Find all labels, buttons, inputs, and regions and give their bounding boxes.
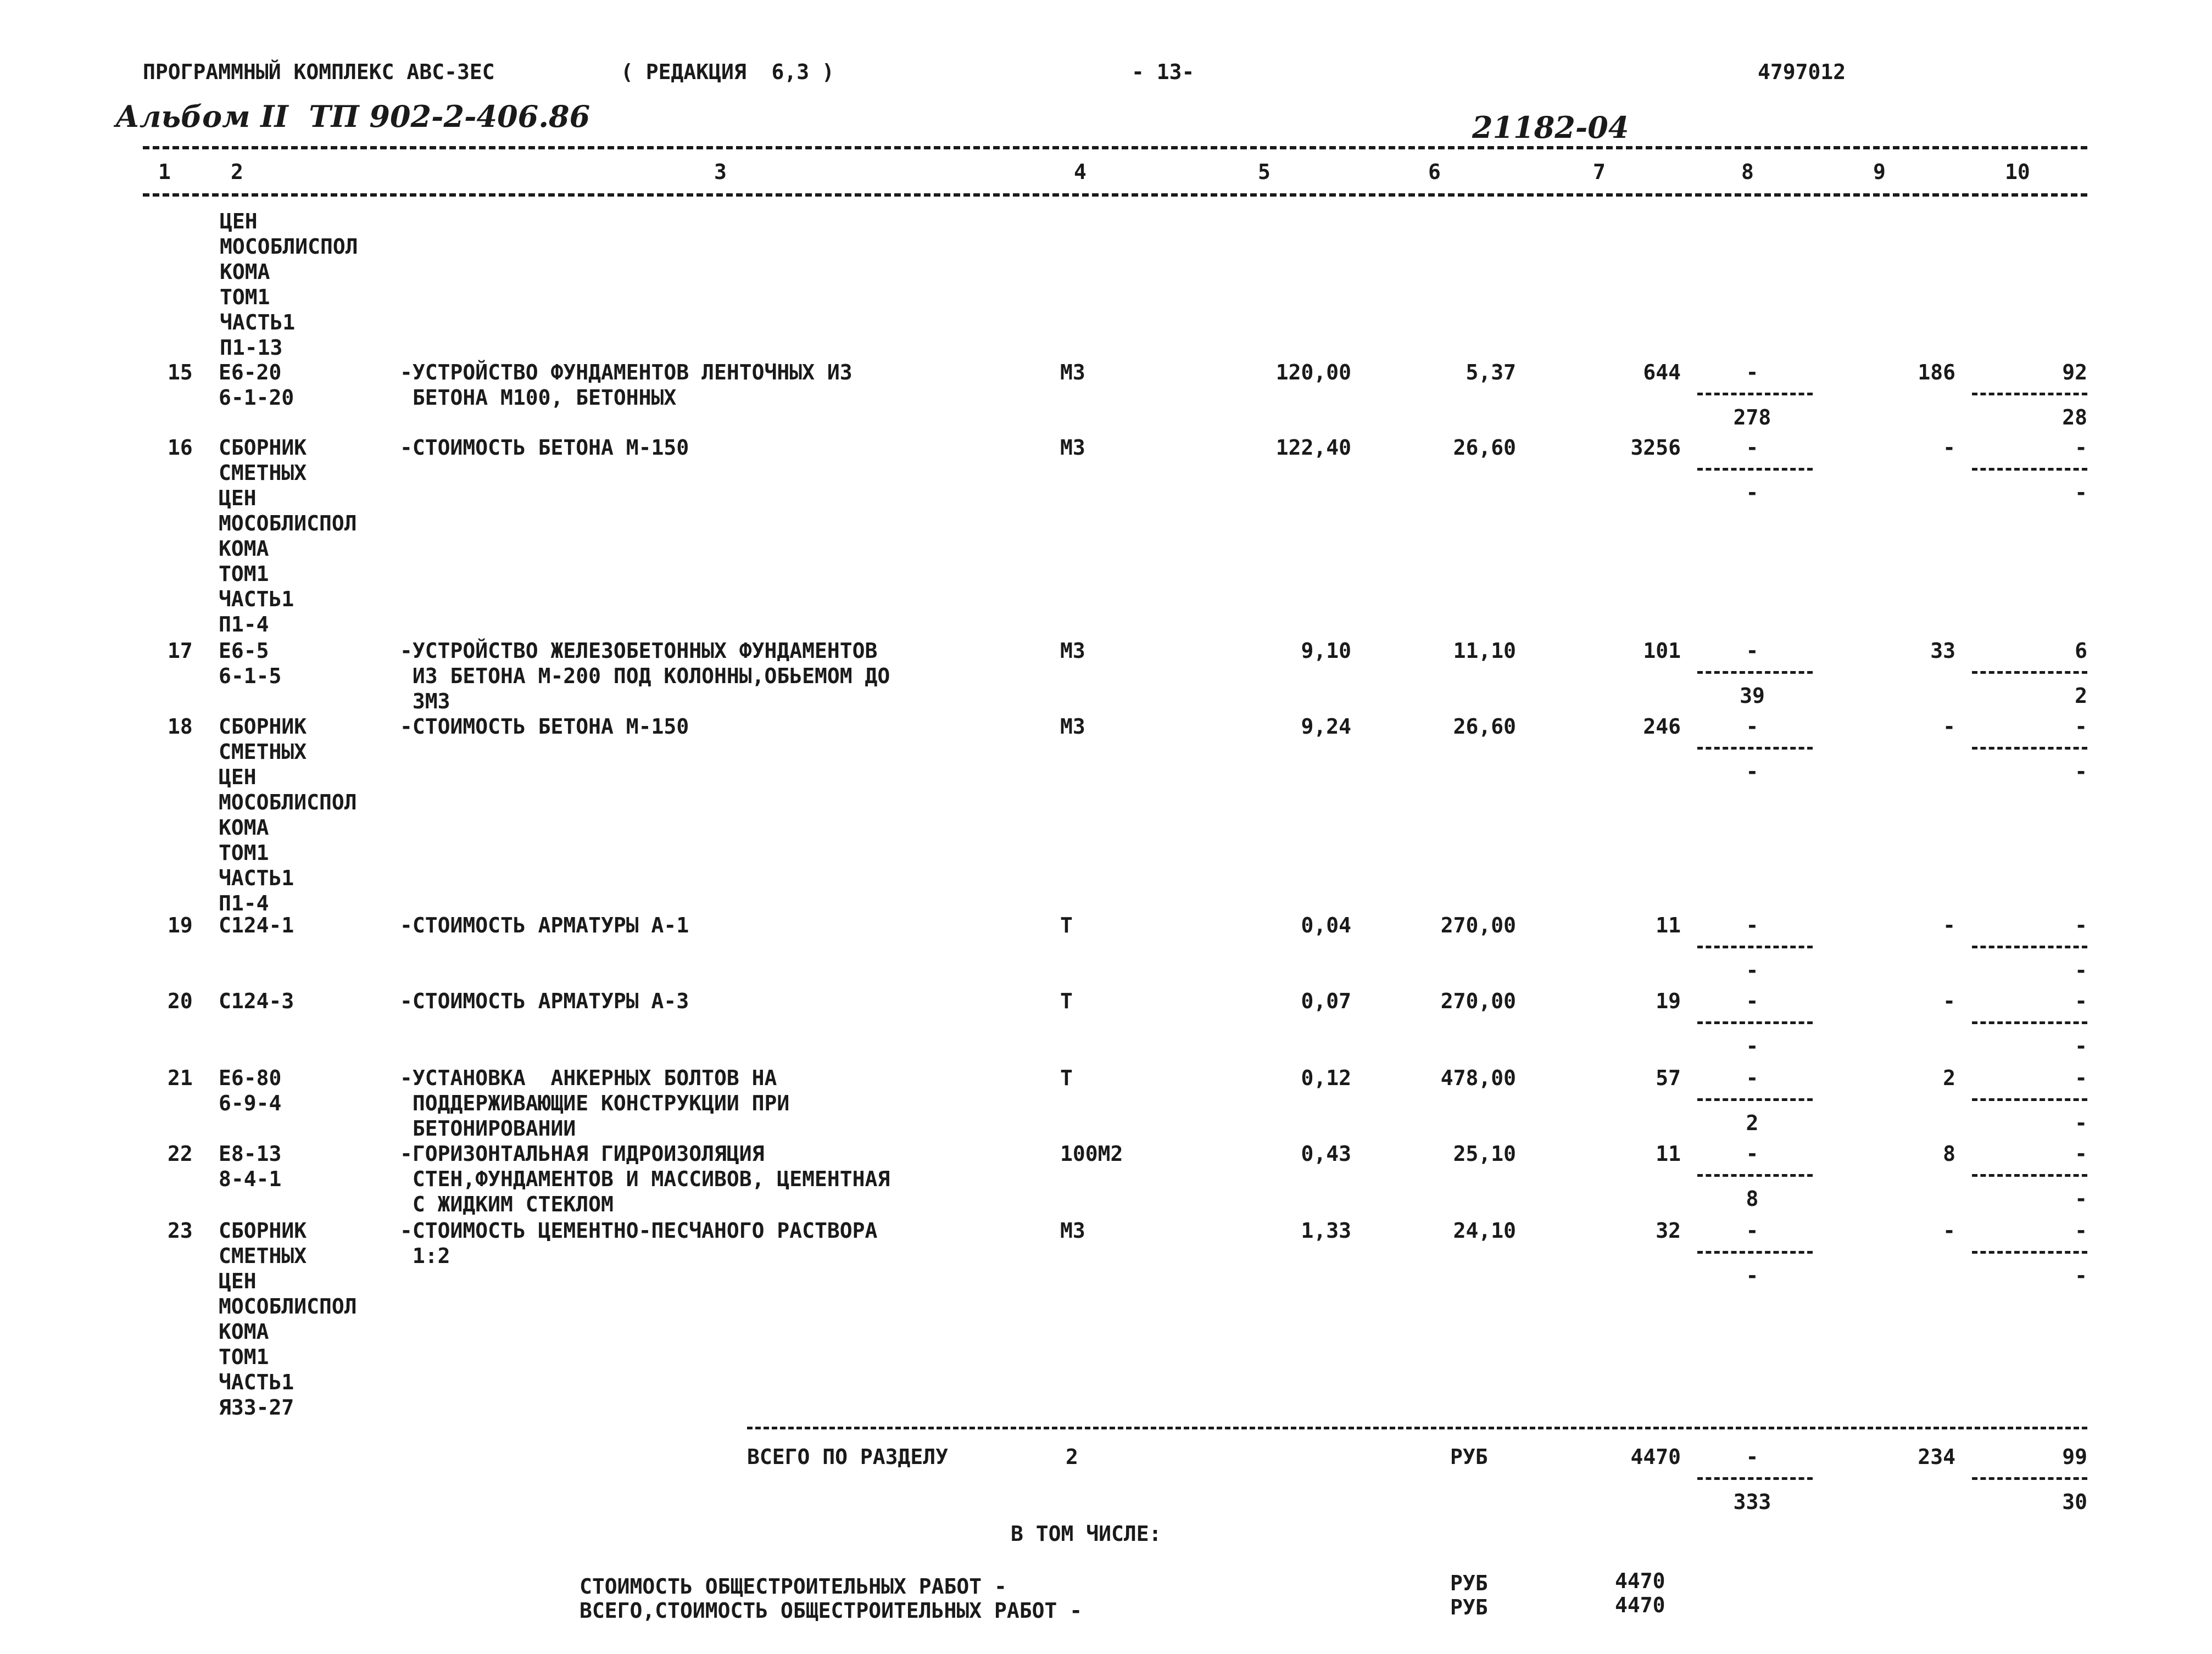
continuation-line: П1-13 [220,336,283,360]
row-code-line: 6-1-20 [219,385,294,410]
row-c8-top: - [1746,1066,1759,1090]
row-description-line: -УСТРОЙСТВО ФУНДАМЕНТОВ ЛЕНТОЧНЫХ ИЗ [400,360,853,384]
row-c8-top: - [1746,360,1759,384]
row-code-line: КОМА [219,815,269,840]
row-c9: 8 [1943,1142,1955,1166]
row-code-line: С124-1 [219,913,294,937]
row-c8-divider [1697,1251,1813,1254]
header-rule-top [143,146,2087,149]
summary-total: 4470 [1630,1445,1681,1469]
row-number: 22 [168,1142,193,1166]
row-c9: 33 [1930,639,1955,663]
row-price: 5,37 [1466,360,1516,384]
row-c10-divider [1972,1251,2087,1254]
row-c10-bottom: - [2075,1111,2087,1135]
row-code-line: Е6-20 [219,360,282,384]
row-code-line: Е6-80 [219,1066,282,1090]
row-c10-divider [1972,946,2087,948]
row-description-line: -СТОИМОСТЬ АРМАТУРЫ А-3 [400,989,689,1013]
row-description-line: -СТОИМОСТЬ АРМАТУРЫ А-1 [400,913,689,937]
row-c10-top: - [2075,435,2087,460]
row-c10-top: 92 [2062,360,2087,384]
row-c10-divider [1972,393,2087,395]
row-code-line: СБОРНИК [219,1219,307,1243]
row-c10-divider [1972,1098,2087,1101]
row-code-line: КОМА [219,537,269,561]
row-unit: М3 [1060,435,1085,460]
continuation-line: ТОМ1 [220,285,270,309]
row-total: 19 [1656,989,1681,1013]
row-quantity: 0,07 [1301,989,1351,1013]
row-c8-bottom: 2 [1746,1111,1759,1135]
row-c10-top: - [2075,1219,2087,1243]
row-c10-bottom: - [2075,1187,2087,1211]
row-code-line: П1-4 [219,612,269,636]
row-c9: - [1943,435,1955,460]
row-c8-top: - [1746,989,1759,1013]
summary-label: ВСЕГО ПО РАЗДЕЛУ [747,1445,949,1469]
row-c8-divider [1697,393,1813,395]
row-total: 32 [1656,1219,1681,1243]
row-code-line: КОМА [219,1320,269,1344]
page-number: - 13- [1132,60,1195,84]
row-unit: М3 [1060,639,1085,663]
continuation-line: МОСОБЛИСПОЛ [220,234,358,259]
row-code-line: ТОМ1 [219,562,269,586]
row-c8-top: - [1746,639,1759,663]
column-header-7: 7 [1593,160,1606,184]
row-total: 11 [1656,913,1681,937]
summary-line-1-value: 4470 [1615,1569,1665,1593]
row-c8-bottom: 39 [1740,684,1765,708]
row-total: 644 [1643,360,1681,384]
row-total: 101 [1643,639,1681,663]
including-label: В ТОМ ЧИСЛЕ: [1011,1522,1162,1546]
row-number: 17 [168,639,193,663]
program-name: ПРОГРАММНЫЙ КОМПЛЕКС АВС-3ЕС [143,60,495,84]
row-number: 16 [168,435,193,460]
summary-c9: 234 [1918,1445,1955,1469]
row-c10-divider [1972,747,2087,750]
row-description-line: -УСТАНОВКА АНКЕРНЫХ БОЛТОВ НА [400,1066,777,1090]
row-quantity: 9,10 [1301,639,1351,663]
row-code-line: Е6-5 [219,639,269,663]
row-number: 15 [168,360,193,384]
row-description-line: -СТОИМОСТЬ БЕТОНА М-150 [400,435,689,460]
row-code-line: СМЕТНЫХ [219,740,307,764]
row-c10-divider [1972,1174,2087,1177]
column-header-10: 10 [2005,160,2030,184]
row-c10-top: - [2075,1142,2087,1166]
row-code-line: ЦЕН [219,1269,257,1293]
row-price: 478,00 [1440,1066,1516,1090]
row-code-line: МОСОБЛИСПОЛ [219,511,357,535]
row-c8-divider [1697,747,1813,750]
row-price: 11,10 [1453,639,1516,663]
row-code-line: СМЕТНЫХ [219,1244,307,1268]
row-c8-top: - [1746,714,1759,739]
row-c8-top: - [1746,913,1759,937]
row-c9: 186 [1918,360,1955,384]
summary-line-1-label: СТОИМОСТЬ ОБЩЕСТРОИТЕЛЬНЫХ РАБОТ - [580,1574,1007,1599]
row-code-line: ЧАСТЬ1 [219,866,294,890]
row-c9: - [1943,714,1955,739]
row-description-line: 1:2 [400,1244,450,1268]
column-header-6: 6 [1428,160,1441,184]
row-c10-top: - [2075,714,2087,739]
row-description-line: 3М3 [400,689,450,713]
row-c10-bottom: 28 [2062,405,2087,429]
summary-line-2-unit: РУБ [1450,1595,1488,1619]
row-code-line: Я33-27 [219,1395,294,1420]
row-c9: - [1943,1219,1955,1243]
row-code-line: ЦЕН [219,765,257,789]
row-quantity: 9,24 [1301,714,1351,739]
row-c8-bottom: 278 [1733,405,1771,429]
row-unit: М3 [1060,1219,1085,1243]
row-code-line: ТОМ1 [219,1345,269,1369]
row-description-line: С ЖИДКИМ СТЕКЛОМ [400,1192,614,1216]
row-number: 23 [168,1219,193,1243]
row-total: 57 [1656,1066,1681,1090]
row-number: 21 [168,1066,193,1090]
row-c8-divider [1697,671,1813,674]
row-number: 20 [168,989,193,1013]
row-quantity: 0,04 [1301,913,1351,937]
row-code-line: П1-4 [219,891,269,915]
row-price: 24,10 [1453,1219,1516,1243]
summary-line-2-label: ВСЕГО,СТОИМОСТЬ ОБЩЕСТРОИТЕЛЬНЫХ РАБОТ - [580,1599,1083,1623]
column-header-2: 2 [231,160,243,184]
row-c8-divider [1697,1174,1813,1177]
row-c8-divider [1697,1021,1813,1024]
row-c8-bottom: 8 [1746,1187,1759,1211]
row-code-line: С124-3 [219,989,294,1013]
row-c8-bottom: - [1746,759,1759,784]
row-c8-bottom: - [1746,1034,1759,1058]
summary-line-2-value: 4470 [1615,1593,1665,1617]
row-quantity: 122,40 [1275,435,1351,460]
row-code-line: ЦЕН [219,486,257,510]
row-number: 19 [168,913,193,937]
row-number: 18 [168,714,193,739]
row-c8-top: - [1746,1219,1759,1243]
column-header-3: 3 [714,160,727,184]
summary-c10-divider [1972,1477,2087,1480]
row-c10-top: - [2075,1066,2087,1090]
row-unit: 100М2 [1060,1142,1123,1166]
column-header-9: 9 [1873,160,1886,184]
row-c10-bottom: - [2075,1264,2087,1288]
row-code-line: МОСОБЛИСПОЛ [219,790,357,814]
row-c10-bottom: - [2075,1034,2087,1058]
row-description-line: СТЕН,ФУНДАМЕНТОВ И МАССИВОВ, ЦЕМЕНТНАЯ [400,1167,890,1191]
row-c8-bottom: - [1746,480,1759,505]
edition: ( РЕДАКЦИЯ 6,3 ) [621,60,834,84]
header-rule-bottom [143,193,2087,197]
row-code-line: Е8-13 [219,1142,282,1166]
row-code-line: СБОРНИК [219,714,307,739]
row-description-line: БЕТОНИРОВАНИИ [400,1116,576,1141]
row-unit: М3 [1060,360,1085,384]
continuation-line: ЦЕН [220,209,258,233]
row-c10-bottom: - [2075,958,2087,982]
row-price: 26,60 [1453,714,1516,739]
row-description-line: -ГОРИЗОНТАЛЬНАЯ ГИДРОИЗОЛЯЦИЯ [400,1142,765,1166]
row-c9: - [1943,913,1955,937]
row-c10-top: - [2075,913,2087,937]
continuation-line: КОМА [220,260,270,284]
row-c8-bottom: - [1746,958,1759,982]
summary-c8-top: - [1746,1445,1759,1469]
row-code-line: 6-9-4 [219,1091,282,1115]
continuation-line: ЧАСТЬ1 [220,310,296,334]
row-price: 26,60 [1453,435,1516,460]
row-c8-top: - [1746,435,1759,460]
row-description-line: ИЗ БЕТОНА М-200 ПОД КОЛОННЫ,ОБЬЕМОМ ДО [400,664,890,688]
row-quantity: 120,00 [1275,360,1351,384]
row-c8-top: - [1746,1142,1759,1166]
row-code-line: МОСОБЛИСПОЛ [219,1294,357,1318]
row-price: 25,10 [1453,1142,1516,1166]
row-quantity: 1,33 [1301,1219,1351,1243]
row-unit: М3 [1060,714,1085,739]
doc-code: 4797012 [1758,60,1846,84]
row-unit: Т [1060,1066,1073,1090]
row-code-line: ЧАСТЬ1 [219,587,294,611]
row-c10-top: - [2075,989,2087,1013]
summary-c10-bottom: 30 [2062,1490,2087,1514]
row-code-line: ТОМ1 [219,841,269,865]
row-c10-bottom: - [2075,759,2087,784]
row-c10-bottom: 2 [2075,684,2087,708]
summary-unit: РУБ [1450,1445,1488,1469]
row-code-line: 8-4-1 [219,1167,282,1191]
row-description-line: ПОДДЕРЖИВАЮЩИЕ КОНСТРУКЦИИ ПРИ [400,1091,790,1115]
row-c8-divider [1697,1098,1813,1101]
row-c10-top: 6 [2075,639,2087,663]
row-c8-bottom: - [1746,1264,1759,1288]
album-note: Альбом II ТП 902-2-406.86 [115,99,590,134]
row-c10-bottom: - [2075,480,2087,505]
column-header-5: 5 [1258,160,1271,184]
column-header-8: 8 [1741,160,1754,184]
row-c9: 2 [1943,1066,1955,1090]
row-price: 270,00 [1440,913,1516,937]
column-header-1: 1 [158,160,171,184]
row-c10-divider [1972,671,2087,674]
doc-number: 21182-04 [1472,110,1629,145]
row-quantity: 0,43 [1301,1142,1351,1166]
row-unit: Т [1060,989,1073,1013]
summary-c10-top: 99 [2062,1445,2087,1469]
row-description-line: БЕТОНА М100, БЕТОННЫХ [400,385,677,410]
row-c10-divider [1972,468,2087,471]
row-description-line: -СТОИМОСТЬ ЦЕМЕНТНО-ПЕСЧАНОГО РАСТВОРА [400,1219,878,1243]
row-code-line: ЧАСТЬ1 [219,1370,294,1394]
row-total: 3256 [1630,435,1681,460]
summary-c8-bottom: 333 [1733,1490,1771,1514]
summary-c8-divider [1697,1477,1813,1480]
row-description-line: -УСТРОЙСТВО ЖЕЛЕЗОБЕТОННЫХ ФУНДАМЕНТОВ [400,639,878,663]
row-code-line: СМЕТНЫХ [219,461,307,485]
row-code-line: СБОРНИК [219,435,307,460]
summary-line-1-unit: РУБ [1450,1571,1488,1595]
row-c9: - [1943,989,1955,1013]
row-price: 270,00 [1440,989,1516,1013]
row-c8-divider [1697,946,1813,948]
row-code-line: 6-1-5 [219,664,282,688]
column-header-4: 4 [1074,160,1087,184]
row-total: 11 [1656,1142,1681,1166]
row-unit: Т [1060,913,1073,937]
summary-section: 2 [1066,1445,1078,1469]
row-description-line: -СТОИМОСТЬ БЕТОНА М-150 [400,714,689,739]
row-quantity: 0,12 [1301,1066,1351,1090]
row-total: 246 [1643,714,1681,739]
summary-rule [747,1427,2087,1429]
row-c8-divider [1697,468,1813,471]
row-c10-divider [1972,1021,2087,1024]
